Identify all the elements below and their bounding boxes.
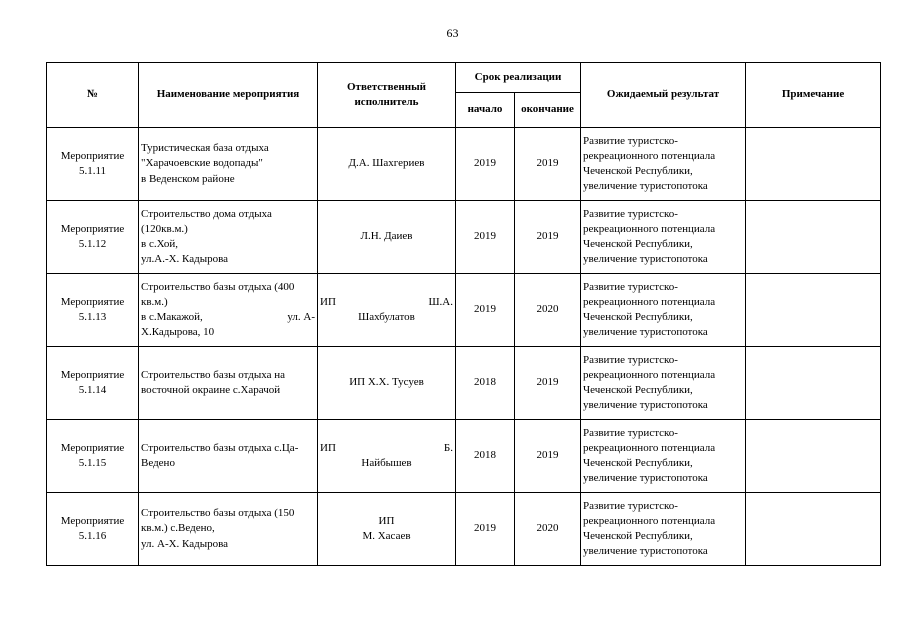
row-note: [746, 274, 881, 347]
row-num: Мероприятие 5.1.14: [47, 347, 139, 420]
row-name-line: Х.Кадырова, 10: [141, 326, 215, 339]
row-executor-part: ИП: [320, 441, 336, 454]
row-note: [746, 347, 881, 420]
row-executor: ИП Х.Х. Тусуев: [318, 347, 456, 420]
row-note: [746, 493, 881, 566]
row-name-part: ул. А-: [287, 311, 315, 323]
row-start: 2019: [456, 274, 515, 347]
row-executor: Д.А. Шахгериев: [318, 128, 456, 201]
row-executor-line: М. Хасаев: [362, 530, 411, 542]
header-result: Ожидаемый результат: [581, 63, 746, 128]
row-start: 2019: [456, 493, 515, 566]
row-executor-part: Ш.А.: [428, 295, 453, 308]
row-name-line: кв.м.): [141, 295, 168, 308]
table-row: [47, 493, 881, 566]
row-end: 2019: [515, 347, 581, 420]
row-num: Мероприятие 5.1.12: [47, 201, 139, 274]
row-executor-line: [320, 441, 453, 456]
row-executor-part: ИП: [320, 295, 336, 308]
row-result: Развитие туристско- рекреационного потенциала Чеченской Республики, увеличение туристопотока: [581, 347, 746, 420]
row-name: Строительство базы отдыха с.Ца- Ведено: [139, 420, 318, 493]
row-end: 2020: [515, 274, 581, 347]
table-row: [47, 201, 881, 274]
row-executor-line: Найбышев: [361, 457, 412, 469]
row-result: Развитие туристско- рекреационного потенциала Чеченской Республики, увеличение туристопотока: [581, 128, 746, 201]
row-executor-line: ИП: [378, 514, 395, 527]
table-row: [47, 128, 881, 201]
row-start: 2019: [456, 201, 515, 274]
header-num: №: [47, 63, 139, 128]
row-name: Туристическая база отдыха "Харачоевские водопады" в Веденском районе: [139, 128, 318, 201]
row-result: Развитие туристско- рекреационного потенциала Чеченской Республики, увеличение туристопотока: [581, 201, 746, 274]
row-note: [746, 128, 881, 201]
row-name-line: Строительство базы отдыха (400: [141, 280, 295, 293]
header-executor: Ответственный исполнитель: [318, 63, 456, 128]
row-note: [746, 420, 881, 493]
row-num: Мероприятие 5.1.13: [47, 274, 139, 347]
row-end: 2019: [515, 420, 581, 493]
row-end: 2019: [515, 128, 581, 201]
row-result: Развитие туристско- рекреационного потенциала Чеченской Республики, увеличение туристопотока: [581, 274, 746, 347]
events-table: [46, 62, 881, 566]
row-name-line: [141, 310, 315, 325]
row-start: 2019: [456, 128, 515, 201]
row-end: 2019: [515, 201, 581, 274]
header-period: Срок реализации: [456, 63, 581, 93]
row-start: 2018: [456, 347, 515, 420]
row-num: Мероприятие 5.1.11: [47, 128, 139, 201]
row-name: Строительство дома отдыха (120кв.м.) в с.Хой, ул.А.-Х. Кадырова: [139, 201, 318, 274]
row-executor-part: Б.: [443, 441, 453, 454]
header-note: Примечание: [746, 63, 881, 128]
header-start: начало: [456, 93, 515, 128]
row-name: Строительство базы отдыха (150 кв.м.) с.Ведено, ул. А-Х. Кадырова: [139, 493, 318, 566]
header-name: Наименование мероприятия: [139, 63, 318, 128]
row-name: Строительство базы отдыха на восточной окраине с.Харачой: [139, 347, 318, 420]
row-num: Мероприятие 5.1.16: [47, 493, 139, 566]
table-row: [47, 420, 881, 493]
page-number: 63: [446, 26, 459, 40]
row-note: [746, 201, 881, 274]
row-result: Развитие туристско- рекреационного потенциала Чеченской Республики, увеличение туристопотока: [581, 420, 746, 493]
table-row: [47, 347, 881, 420]
table-row: [47, 274, 881, 347]
row-end: 2020: [515, 493, 581, 566]
row-executor: [318, 420, 456, 493]
header-end: окончание: [515, 93, 581, 128]
row-executor-line: Шахбулатов: [358, 311, 415, 323]
row-num: Мероприятие 5.1.15: [47, 420, 139, 493]
row-result: Развитие туристско- рекреационного потенциала Чеченской Республики, увеличение туристопотока: [581, 493, 746, 566]
row-start: 2018: [456, 420, 515, 493]
row-executor-line: [320, 295, 453, 310]
row-name: [139, 274, 318, 347]
row-executor: Л.Н. Даиев: [318, 201, 456, 274]
row-executor: [318, 274, 456, 347]
row-executor: [318, 493, 456, 566]
row-name-part: в с.Макажой,: [141, 311, 203, 323]
